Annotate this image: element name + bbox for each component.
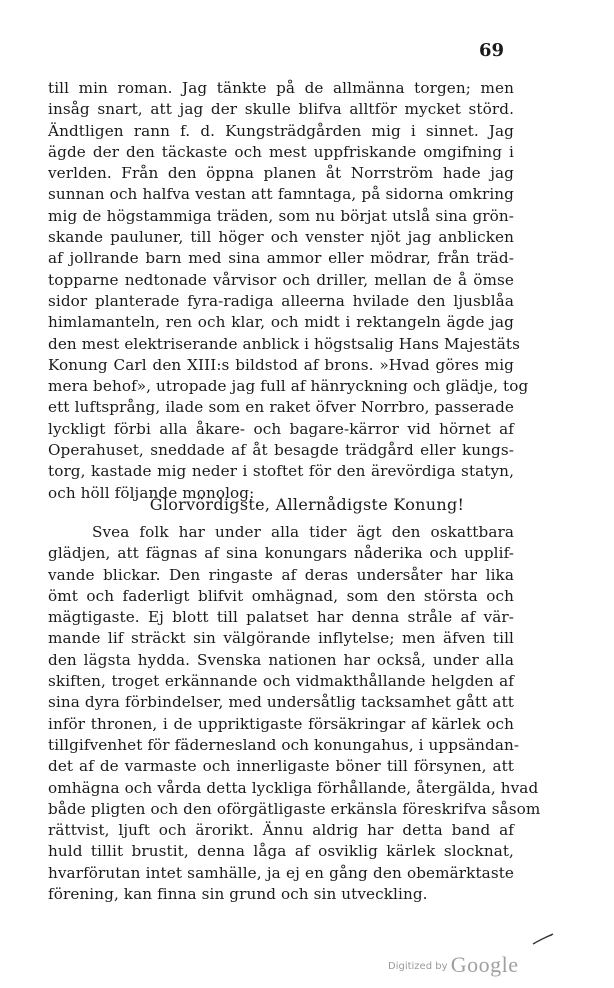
text-line: af jollrande barn med sina ammor eller mödrar, från träd- xyxy=(48,249,514,268)
text-line: Ändtligen rann f. d. Kungsträdgården mig i sinnet. Jag xyxy=(48,121,514,140)
text-line: mig de högstammiga träden, som nu börjat utslå sina grön- xyxy=(48,206,514,225)
text-line: både pligten och den oförgätligaste erkänsla föreskrifva såsom xyxy=(48,799,541,818)
text-line: Konung Carl den XIII:s bildstod af brons. »Hvad göres mig xyxy=(48,355,514,374)
text-line: den mest elektriserande anblick i högstsalig Hans Majestäts xyxy=(48,334,521,353)
salutation-heading: Glorvördigste, Allernådigste Konung! xyxy=(149,495,465,514)
text-line: vande blickar. Den ringaste af deras undersåter har lika xyxy=(48,565,514,584)
text-line: Svea folk har under alla tider ägt den oskattbara xyxy=(92,523,514,541)
text-line: sidor planterade fyra-radiga alleerna hvilade den ljusblåa xyxy=(48,291,514,310)
text-line: rättvist, ljuft och ärorikt. Ännu aldrig har detta band af xyxy=(48,821,514,840)
text-line: verlden. Från den öppna planen åt Norrström hade jag xyxy=(48,164,514,183)
text-line: tillgifvenhet för fädernesland och konungahus, i uppsändan- xyxy=(48,735,520,754)
google-digitized-watermark xyxy=(388,952,518,978)
ink-mark-icon xyxy=(532,932,554,946)
text-line: ett luftsprång, ilade som en raket öfver Norrbro, passerade xyxy=(48,398,514,417)
text-line: sina dyra förbindelser, med undersåtlig tacksamhet gått att xyxy=(48,693,514,712)
text-line: glädjen, att fägnas af sina konungars nåderika och upplif- xyxy=(48,544,514,563)
google-logo: Google xyxy=(450,952,519,977)
text-line: ägde der den täckaste och mest uppfriskande omgifning i xyxy=(48,142,514,161)
text-line: skiften, troget erkännande och vidmakthållande helgden af xyxy=(48,672,514,691)
text-line: lyckligt förbi alla åkare- och bagare-kärror vid hörnet af xyxy=(48,419,514,438)
text-line: till min roman. Jag tänkte på de allmänna torgen; men xyxy=(48,79,514,97)
text-line: inför thronen, i de uppriktigaste försäkringar af kärlek och xyxy=(48,714,514,733)
text-line: mande lif sträckt sin välgörande inflytelse; men äfven till xyxy=(48,629,514,648)
text-line: förening, kan finna sin grund och sin utveckling. xyxy=(48,885,428,904)
text-line: torg, kastade mig neder i stoftet för den ärevördiga statyn, xyxy=(48,462,514,481)
text-line: himlamanteln, ren och klar, och midt i rektangeln ägde jag xyxy=(48,313,514,332)
text-line: mägtigaste. Ej blott till palatset har denna stråle af vär- xyxy=(48,608,514,627)
text-line: skande pauluner, till höger och venster njöt jag anblicken xyxy=(48,228,514,247)
digitized-label: Digitized by xyxy=(388,961,448,972)
text-line: mera behof», utropade jag full af hänryckning och glädje, tog xyxy=(48,377,529,396)
page-number: 69 xyxy=(478,40,504,61)
text-line: ömt och faderligt blifvit omhägnad, som den största och xyxy=(48,586,514,605)
body-paragraph-1 xyxy=(48,78,529,504)
text-line: topparne nedtonade vårvisor och driller, mellan de å ömse xyxy=(48,270,514,289)
text-line: omhägna och vårda detta lyckliga förhållande, återgälda, hvad xyxy=(48,778,539,797)
text-line: hvarförutan intet samhälle, ja ej en gång den obemärktaste xyxy=(48,863,514,882)
body-paragraph-2 xyxy=(48,522,541,905)
text-line: det af de varmaste och innerligaste böner till försynen, att xyxy=(48,757,514,776)
text-line: och höll följande monolog: xyxy=(48,483,255,502)
text-line: huld tillit brustit, denna låga af osviklig kärlek slocknat, xyxy=(48,842,514,861)
text-line: Operahuset, sneddade af åt besagde trädgård eller kungs- xyxy=(48,441,514,460)
text-line: den lägsta hydda. Svenska nationen har också, under alla xyxy=(48,650,514,669)
text-line: sunnan och halfva vestan att famntaga, på sidorna omkring xyxy=(48,185,514,204)
text-line: insåg snart, att jag der skulle blifva alltför mycket störd. xyxy=(48,100,514,119)
